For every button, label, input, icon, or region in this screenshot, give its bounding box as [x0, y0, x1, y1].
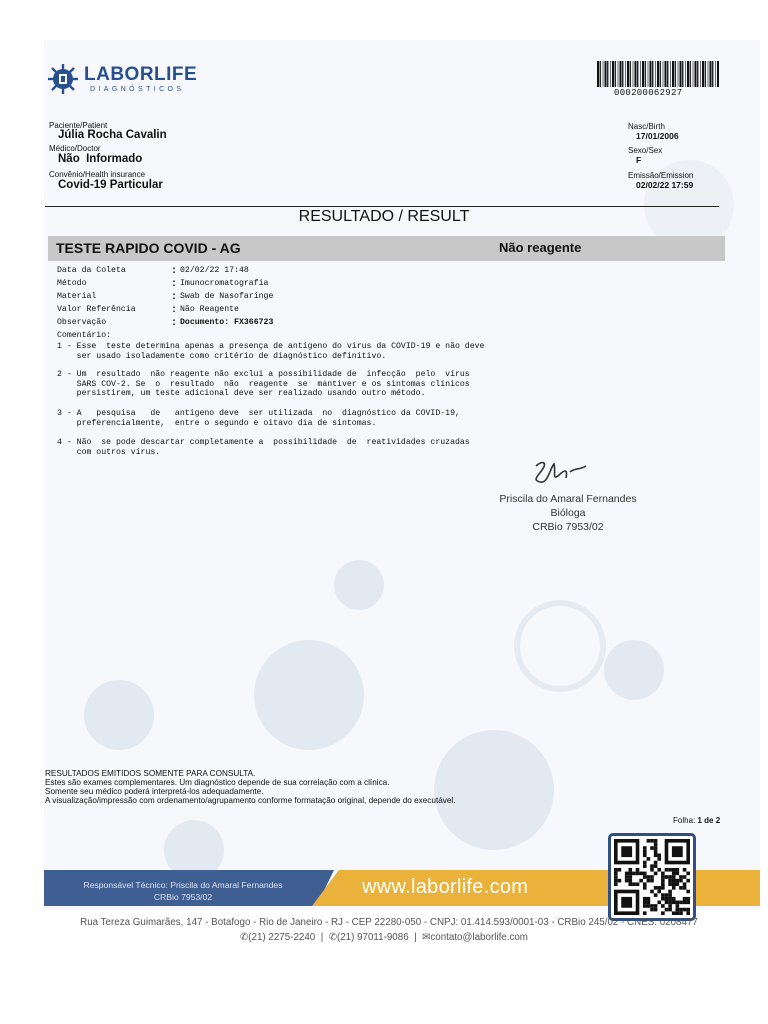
qr-module [672, 901, 676, 905]
qr-module [654, 864, 658, 868]
qr-module [668, 893, 672, 897]
page-separator: de [704, 816, 714, 825]
qr-module [647, 901, 651, 905]
qr-module [618, 868, 622, 872]
website-link[interactable]: www.laborlife.com [362, 876, 529, 898]
footer-note: Estes são exames complementares. Um diagnóstico depende de sua correlação com a clínica. [45, 778, 390, 787]
qr-module [672, 875, 676, 879]
whatsapp-icon: ✆ [328, 932, 337, 943]
qr-module [654, 850, 658, 854]
qr-module [618, 879, 622, 883]
qr-module [668, 868, 672, 872]
barcode-bar [715, 61, 716, 87]
qr-module [668, 908, 672, 912]
qr-module [643, 864, 647, 868]
qr-module [683, 868, 687, 872]
barcode-bar [650, 61, 652, 87]
qr-module [672, 879, 676, 883]
barcode-bar [682, 61, 683, 87]
barcode-bar [648, 61, 649, 87]
footer-note: A visualização/impressão com ordenamento/agrupamento conforme formatação original, depende do executável. [45, 796, 456, 805]
qr-module [672, 868, 676, 872]
qr-module [657, 853, 661, 857]
qr-module [614, 872, 618, 876]
qr-module [672, 911, 676, 915]
virus-watermark-icon [604, 640, 664, 700]
qr-module [639, 872, 643, 876]
patient-label: Paciente/Patient [49, 121, 108, 130]
qr-module [654, 908, 658, 912]
comment-item: 3 - A pesquisa de antígeno deve ser utilizada no diagnóstico da COVID-19, preferencialmente, entre o segundo e oitavo dia de sintomas. [57, 409, 460, 428]
separator: | [411, 932, 420, 943]
virus-watermark-icon [84, 680, 154, 750]
qr-module [621, 846, 632, 857]
qr-module [679, 901, 683, 905]
qr-module [654, 846, 658, 850]
page-total: 2 [715, 816, 721, 825]
field-label: Data da Coleta [57, 266, 126, 275]
qr-module [647, 875, 651, 879]
insurance-label: Convênio/Health insurance [49, 170, 146, 179]
qr-module [654, 886, 658, 890]
qr-module [661, 911, 665, 915]
qr-module [643, 882, 647, 886]
barcode-bar [710, 61, 712, 87]
qr-module [683, 908, 687, 912]
patient-name: Júlia Rocha Cavalin [58, 129, 167, 141]
qr-module [654, 872, 658, 876]
qr-module [686, 911, 690, 915]
qr-module [672, 897, 676, 901]
qr-module [632, 882, 636, 886]
barcode-bar [663, 61, 664, 87]
qr-module [628, 875, 632, 879]
barcode-bar [635, 61, 637, 87]
qr-module [636, 872, 640, 876]
barcode-bar [618, 61, 619, 87]
barcode-bar [660, 61, 661, 87]
barcode-bar [622, 61, 623, 87]
barcode-bar [700, 61, 701, 87]
qr-module [676, 882, 680, 886]
barcode-bar [600, 61, 601, 87]
birth-date: 17/01/2006 [636, 131, 679, 141]
birth-label: Nasc/Birth [628, 122, 665, 131]
qr-module [647, 839, 651, 843]
barcode-bar [612, 61, 614, 87]
field-label: Material [57, 292, 97, 301]
qr-module [679, 879, 683, 883]
qr-module [657, 857, 661, 861]
qr-module [643, 872, 647, 876]
barcode-bar [605, 61, 607, 87]
logo-subtitle: DIAGNÓSTICOS [90, 85, 185, 93]
virus-watermark-icon [334, 560, 384, 610]
field-label: Método [57, 279, 87, 288]
qr-module [632, 872, 636, 876]
qr-module [654, 861, 658, 865]
barcode-bar [637, 61, 638, 87]
qr-module [683, 901, 687, 905]
qr-module [672, 872, 676, 876]
qr-module [661, 882, 665, 886]
field-label: Valor Referência [57, 305, 136, 314]
field-colon: : [171, 279, 178, 290]
qr-module [665, 897, 669, 901]
barcode-bar [690, 61, 691, 87]
comment-label: Comentário: [57, 331, 112, 340]
qr-module [636, 882, 640, 886]
qr-module [654, 853, 658, 857]
field-colon: : [171, 292, 178, 303]
handwritten-signature-icon [528, 458, 608, 488]
qr-module [683, 882, 687, 886]
qr-module [650, 864, 654, 868]
field-colon: : [171, 305, 178, 316]
qr-module [665, 908, 669, 912]
field-value: Não Reagente [180, 305, 239, 314]
qr-module [628, 879, 632, 883]
barcode-bar [708, 61, 709, 87]
qr-module [614, 875, 618, 879]
field-colon: : [171, 266, 178, 277]
qr-module [657, 886, 661, 890]
qr-module [650, 908, 654, 912]
qr-module [676, 904, 680, 908]
qr-module [654, 843, 658, 847]
qr-module [643, 846, 647, 850]
responsible-line: CRBio 7953/02 [153, 892, 213, 902]
barcode-bar [672, 61, 674, 87]
barcode-bar [633, 61, 634, 87]
qr-module [686, 897, 690, 901]
laborlife-logo [48, 62, 197, 96]
barcode-bar [597, 61, 599, 87]
qr-module [679, 911, 683, 915]
qr-module [654, 839, 658, 843]
barcode-bar [702, 61, 704, 87]
qr-module [665, 875, 669, 879]
qr-module [668, 882, 672, 886]
qr-module [686, 901, 690, 905]
emission-label: Emissão/Emission [628, 171, 694, 180]
qr-module [679, 886, 683, 890]
qr-module [643, 875, 647, 879]
virus-logo-icon [48, 62, 78, 96]
test-result: Não reagente [499, 240, 582, 255]
qr-module [643, 850, 647, 854]
field-value: Documento: FX366723 [180, 318, 274, 327]
barcode-bar [667, 61, 668, 87]
qr-module [628, 882, 632, 886]
qr-module [643, 861, 647, 865]
qr-module [668, 901, 672, 905]
qr-module [650, 846, 654, 850]
phone-icon: ✆ [240, 932, 249, 943]
sex-value: F [636, 155, 642, 165]
barcode-bar [610, 61, 611, 87]
qr-module [639, 879, 643, 883]
barcode-bar [657, 61, 659, 87]
qr-module [686, 879, 690, 883]
qr-module [614, 879, 618, 883]
comment-item: 1 - Esse teste determina apenas a presença de antígeno do vírus da COVID-19 e não deve ser usado isoladamente como critério de diagnóstico definitivo. [57, 342, 485, 361]
qr-module [614, 882, 618, 886]
qr-module [676, 911, 680, 915]
qr-module [668, 890, 672, 894]
barcode-bar [603, 61, 604, 87]
qr-module [650, 879, 654, 883]
signature-name: Priscila do Amaral Fernandes [499, 493, 637, 505]
qr-module [672, 846, 683, 857]
qr-module [683, 897, 687, 901]
qr-module [643, 911, 647, 915]
qr-module [683, 886, 687, 890]
barcode-bar [652, 61, 653, 87]
qr-module [676, 901, 680, 905]
field-value: Swab de Nasofaringe [180, 292, 274, 301]
qr-module [661, 893, 665, 897]
qr-module [650, 839, 654, 843]
contact-line [0, 932, 768, 943]
barcode-bar [630, 61, 631, 87]
comment-item: 2 - Um resultado não reagente não exclui a possibilidade de infecção pelo vírus SARS COV-2. Se o resultado não reagente se mantiver e os sintomas clínicos persistirem, um teste adicional deve ser realizado usando outro método. [57, 370, 470, 399]
qr-module [650, 890, 654, 894]
virus-watermark-icon [254, 640, 364, 750]
email-address[interactable]: contato@laborlife.com [430, 932, 528, 943]
address: Rua Tereza Guimarães, 147 - Botafogo - Rio de Janeiro - RJ - CEP 22280-050 - CNPJ: 01.414.593/0001-03 - CRBio 245/02 - CNES: 0208477 [80, 917, 698, 928]
qr-module [661, 872, 665, 876]
qr-module [679, 908, 683, 912]
qr-module [657, 868, 661, 872]
barcode-bar [685, 61, 686, 87]
qr-module [661, 897, 665, 901]
qr-module [647, 904, 651, 908]
qr-module [665, 893, 669, 897]
footer-note: Somente seu médico poderá interpretá-los adequadamente. [45, 787, 264, 796]
qr-module [647, 879, 651, 883]
qr-module [647, 857, 651, 861]
comment-item: 4 - Não se pode descartar completamente a possibilidade de reatividades cruzadas com outros vírus. [57, 438, 470, 457]
page-indicator [673, 816, 720, 825]
qr-module [654, 904, 658, 908]
field-value: 02/02/22 17:48 [180, 266, 249, 275]
qr-module [625, 879, 629, 883]
barcode-bar [680, 61, 682, 87]
qr-module [668, 875, 672, 879]
qr-module [654, 893, 658, 897]
qr-module [676, 868, 680, 872]
virus-watermark-icon [514, 600, 606, 692]
barcode-bar [670, 61, 671, 87]
barcode-bar [697, 61, 698, 87]
qr-module [665, 868, 669, 872]
qr-module [686, 890, 690, 894]
barcode-bar [678, 61, 679, 87]
qr-module [643, 904, 647, 908]
qr-module [614, 868, 618, 872]
barcode-bar [640, 61, 641, 87]
doctor-label: Médico/Doctor [49, 144, 101, 153]
qr-module [686, 908, 690, 912]
qr-module [650, 868, 654, 872]
qr-module [676, 908, 680, 912]
qr-module [643, 897, 647, 901]
result-title: RESULTADO / RESULT [298, 208, 470, 225]
doctor-name: Não Informado [58, 153, 143, 165]
qr-module [621, 897, 632, 908]
qr-module [636, 868, 640, 872]
qr-module [657, 901, 661, 905]
qr-module [686, 872, 690, 876]
qr-code-icon [608, 833, 696, 921]
qr-module [679, 875, 683, 879]
mail-icon: ✉ [422, 932, 431, 943]
qr-code-pattern [614, 839, 690, 915]
qr-module [665, 901, 669, 905]
qr-module [650, 904, 654, 908]
qr-module [643, 853, 647, 857]
barcode-bar [693, 61, 694, 87]
page-label: Folha: [673, 816, 696, 825]
qr-module [668, 879, 672, 883]
whatsapp-number: (21) 97011-9086 [336, 932, 409, 943]
signature-role: Bióloga [550, 507, 586, 519]
barcode-bar [675, 61, 676, 87]
page-current: 1 [697, 816, 702, 825]
barcode-number: 000200062927 [614, 88, 683, 98]
qr-module [676, 872, 680, 876]
virus-watermark-icon [434, 730, 554, 850]
test-name: TESTE RAPIDO COVID - AG [56, 240, 241, 256]
qr-module [650, 875, 654, 879]
qr-module [661, 875, 665, 879]
qr-module [668, 904, 672, 908]
qr-module [672, 882, 676, 886]
qr-module [661, 904, 665, 908]
qr-module [676, 879, 680, 883]
responsible-tech [58, 879, 308, 903]
logo-name: LABORLIFE [84, 63, 198, 85]
qr-module [668, 897, 672, 901]
footer-note: RESULTADOS EMITIDOS SOMENTE PARA CONSULTA. [45, 769, 256, 778]
qr-module [647, 897, 651, 901]
emission-value: 02/02/22 17:59 [636, 180, 694, 190]
qr-module [643, 886, 647, 890]
qr-module [657, 890, 661, 894]
barcode-bar [695, 61, 697, 87]
field-label: Observação [57, 318, 107, 327]
field-colon: : [171, 318, 178, 329]
insurance-name: Covid-19 Particular [58, 179, 163, 191]
separator: | [317, 932, 326, 943]
qr-module [683, 875, 687, 879]
qr-module [628, 872, 632, 876]
barcode-bar [717, 61, 719, 87]
barcode-bar [607, 61, 608, 87]
qr-module [628, 868, 632, 872]
signature-registration: CRBio 7953/02 [532, 521, 604, 533]
field-value: Imunocromatografia [180, 279, 269, 288]
barcode-bar [655, 61, 656, 87]
phone-number: (21) 2275-2240 [248, 932, 316, 943]
barcode-bar [642, 61, 644, 87]
qr-module [625, 875, 629, 879]
qr-module [661, 886, 665, 890]
barcode-bar [625, 61, 626, 87]
barcode-bar [645, 61, 646, 87]
qr-module [643, 901, 647, 905]
barcode-bar [705, 61, 706, 87]
barcode-bar [665, 61, 667, 87]
barcode-bar [687, 61, 689, 87]
qr-module [672, 886, 676, 890]
sex-label: Sexo/Sex [628, 146, 663, 155]
qr-module [661, 879, 665, 883]
barcode-bar [712, 61, 713, 87]
responsible-line: Responsável Técnico: Priscila do Amaral Fernandes [83, 880, 283, 890]
qr-module [625, 872, 629, 876]
header-divider [45, 206, 719, 207]
barcode-bar [627, 61, 629, 87]
barcode-bar [620, 61, 622, 87]
barcode-bar [615, 61, 616, 87]
